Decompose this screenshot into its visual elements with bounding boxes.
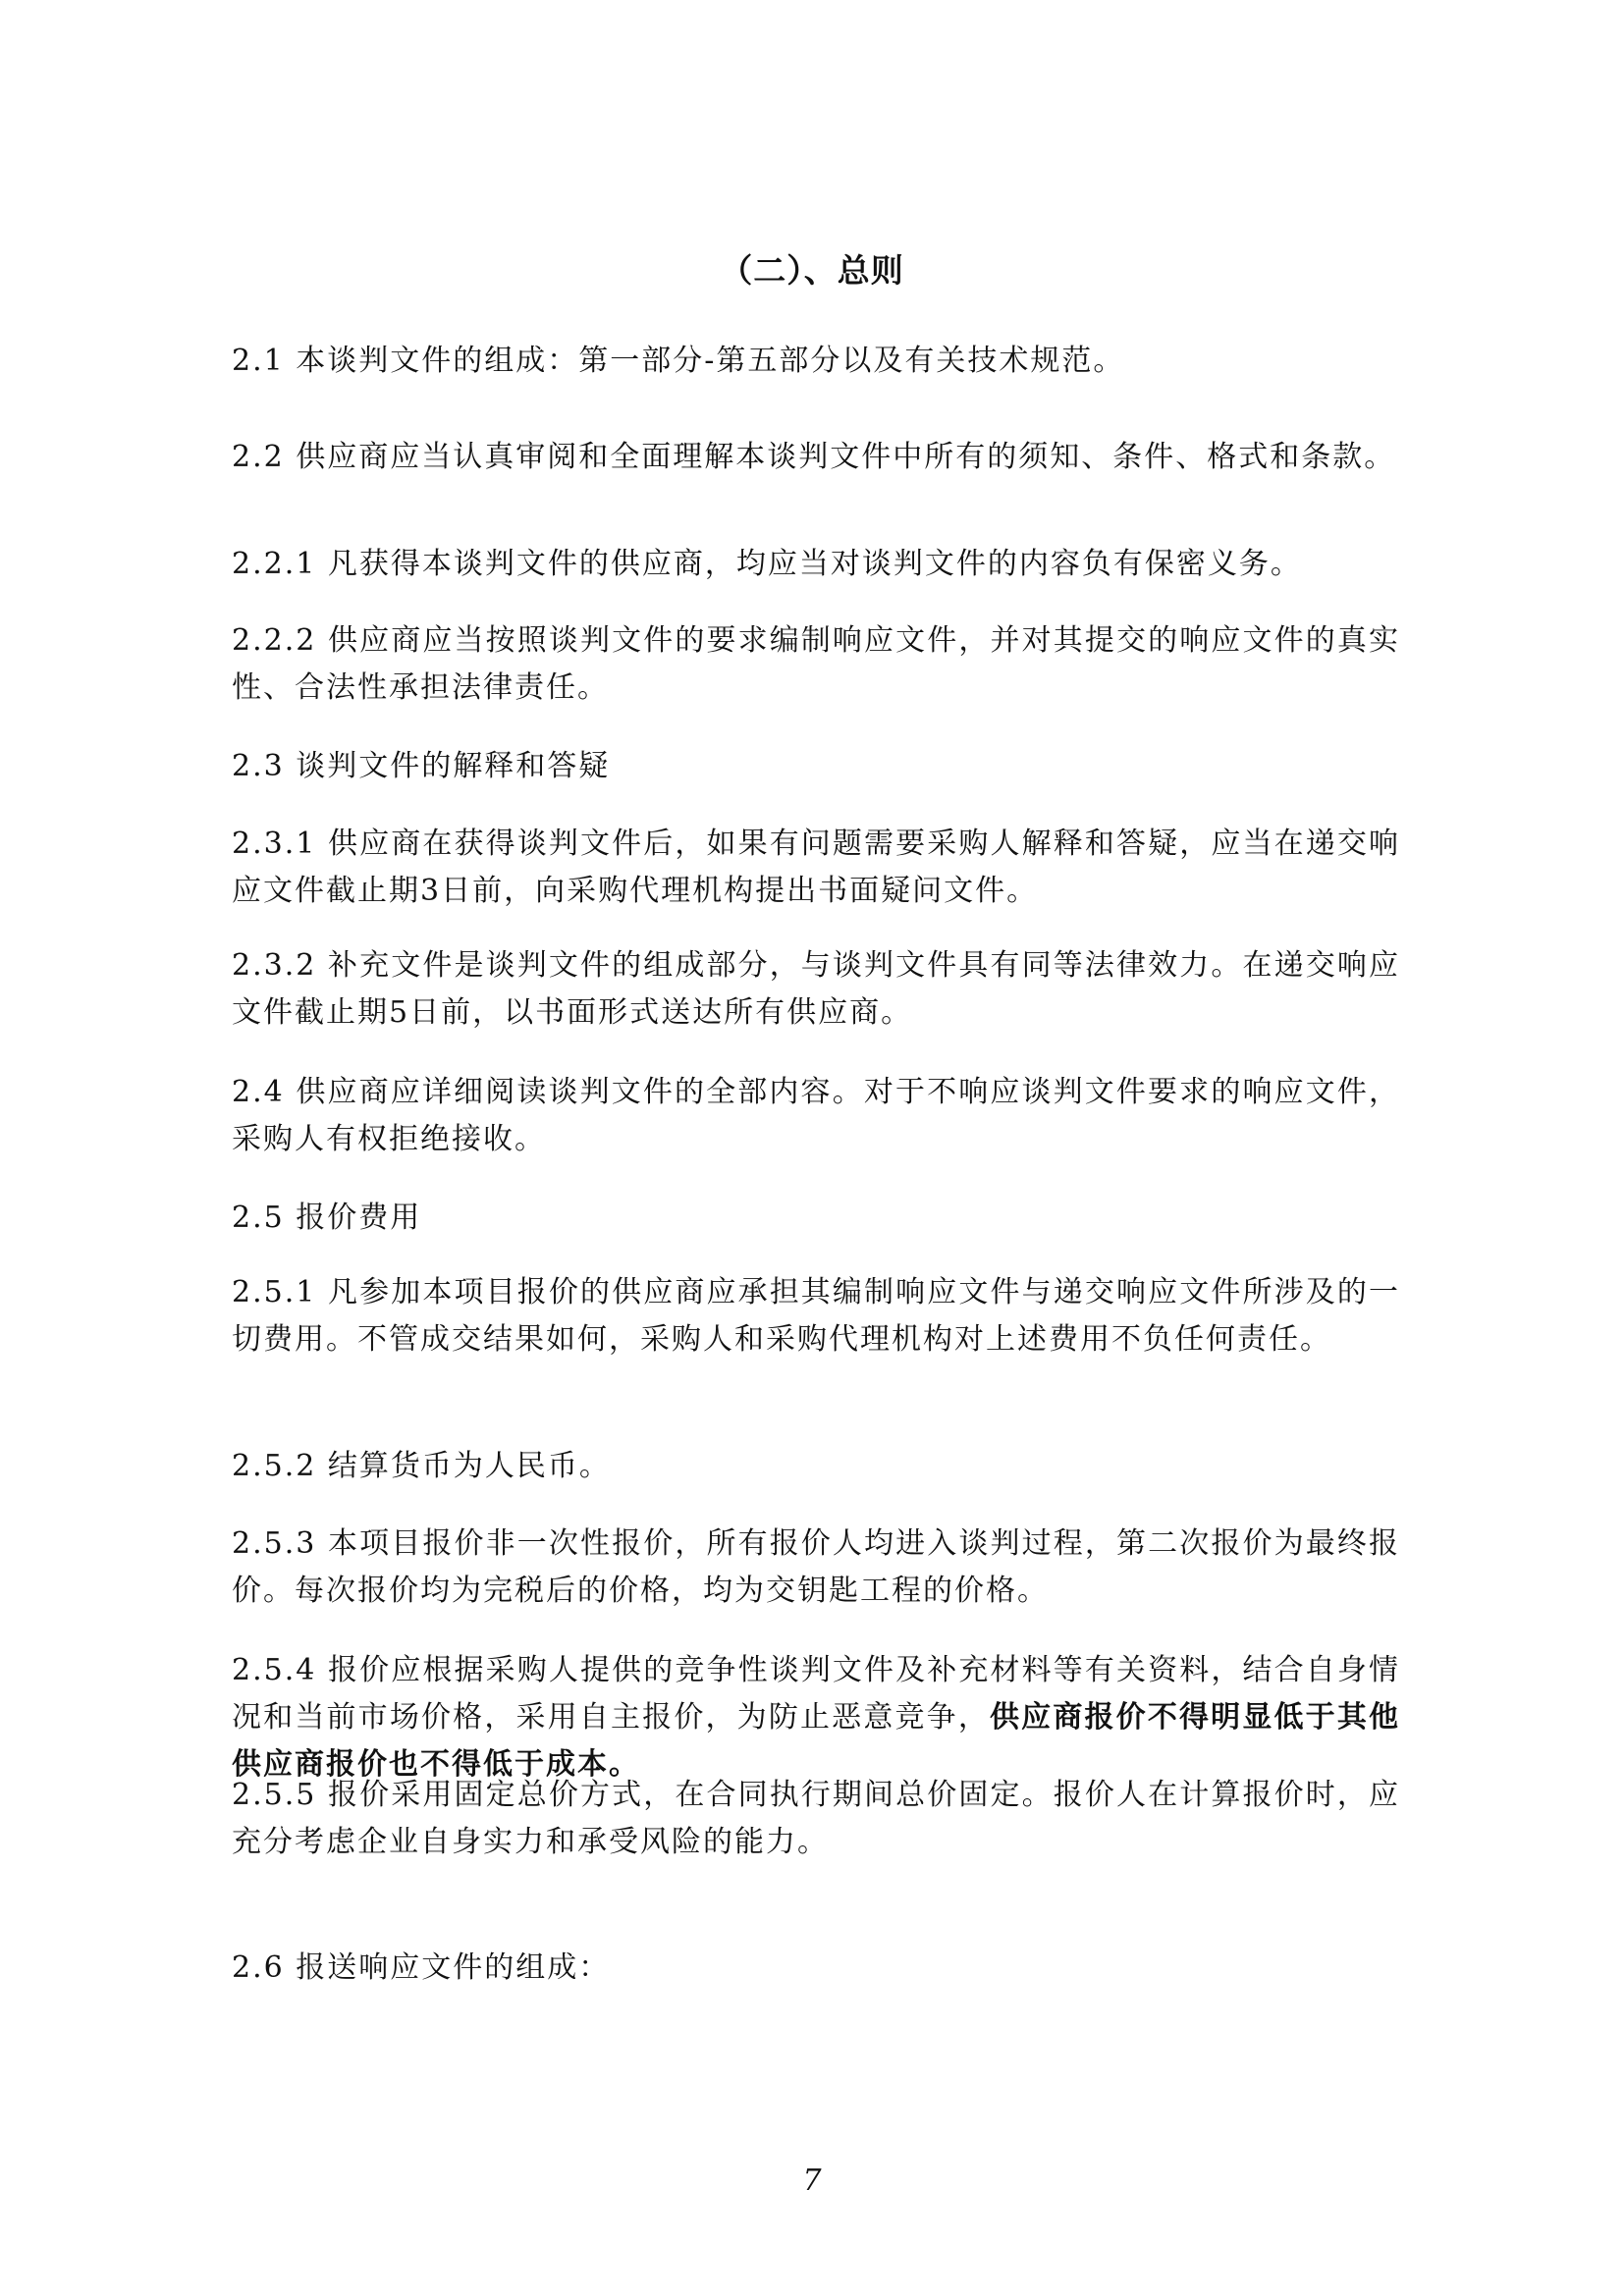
- paragraph-2-2-1: 2.2.1 凡获得本谈判文件的供应商，均应当对谈判文件的内容负有保密义务。: [232, 547, 1302, 581]
- paragraph-2-5-5: 2.5.5 报价采用固定总价方式，在合同执行期间总价固定。报价人在计算报价时，应充分考虑企业自身实力和承受风险的能力。: [232, 1778, 1400, 1859]
- paragraph-2-1: 2.1 本谈判文件的组成：第一部分-第五部分以及有关技术规范。: [232, 344, 1125, 378]
- paragraph-2-5-4-bold-text: 供应商报价不得明显低于其他供应商报价也不得低于成本。: [232, 1700, 1400, 1782]
- paragraph-2-5-4: [232, 1647, 1400, 1789]
- paragraph-2-5-2: 2.5.2 结算货币为人民币。: [232, 1449, 611, 1483]
- paragraph-2-3-1: 2.3.1 供应商在获得谈判文件后，如果有问题需要采购人解释和答疑，应当在递交响应文件截止期3日前，向采购代理机构提出书面疑问文件。: [232, 827, 1400, 908]
- section-title: （二）、总则: [720, 251, 904, 290]
- paragraph-2-5-3: 2.5.3 本项目报价非一次性报价，所有报价人均进入谈判过程，第二次报价为最终报价。每次报价均为完税后的价格，均为交钥匙工程的价格。: [232, 1526, 1400, 1608]
- paragraph-2-2: 2.2 供应商应当认真审阅和全面理解本谈判文件中所有的须知、条件、格式和条款。: [232, 440, 1396, 474]
- paragraph-2-4: 2.4 供应商应详细阅读谈判文件的全部内容。对于不响应谈判文件要求的响应文件，采购人有权拒绝接收。: [232, 1075, 1400, 1156]
- page-number: 7: [802, 2163, 822, 2198]
- paragraph-2-5-4-text: 2.5.4 报价应根据采购人提供的竞争性谈判文件及补充材料等有关资料，结合自身情况和当前市场价格，采用自主报价，为防止恶意竞争，: [232, 1653, 1400, 1735]
- paragraph-2-3-2: 2.3.2 补充文件是谈判文件的组成部分，与谈判文件具有同等法律效力。在递交响应文件截止期5日前，以书面形式送达所有供应商。: [232, 948, 1400, 1030]
- paragraph-2-5-1: 2.5.1 凡参加本项目报价的供应商应承担其编制响应文件与递交响应文件所涉及的一切费用。不管成交结果如何，采购人和采购代理机构对上述费用不负任何责任。: [232, 1275, 1400, 1357]
- paragraph-2-2-2: 2.2.2 供应商应当按照谈判文件的要求编制响应文件，并对其提交的响应文件的真实性、合法性承担法律责任。: [232, 623, 1400, 705]
- paragraph-2-5: 2.5 报价费用: [232, 1201, 422, 1235]
- paragraph-2-3: 2.3 谈判文件的解释和答疑: [232, 749, 611, 783]
- paragraph-2-6: 2.6 报送响应文件的组成：: [232, 1950, 611, 1985]
